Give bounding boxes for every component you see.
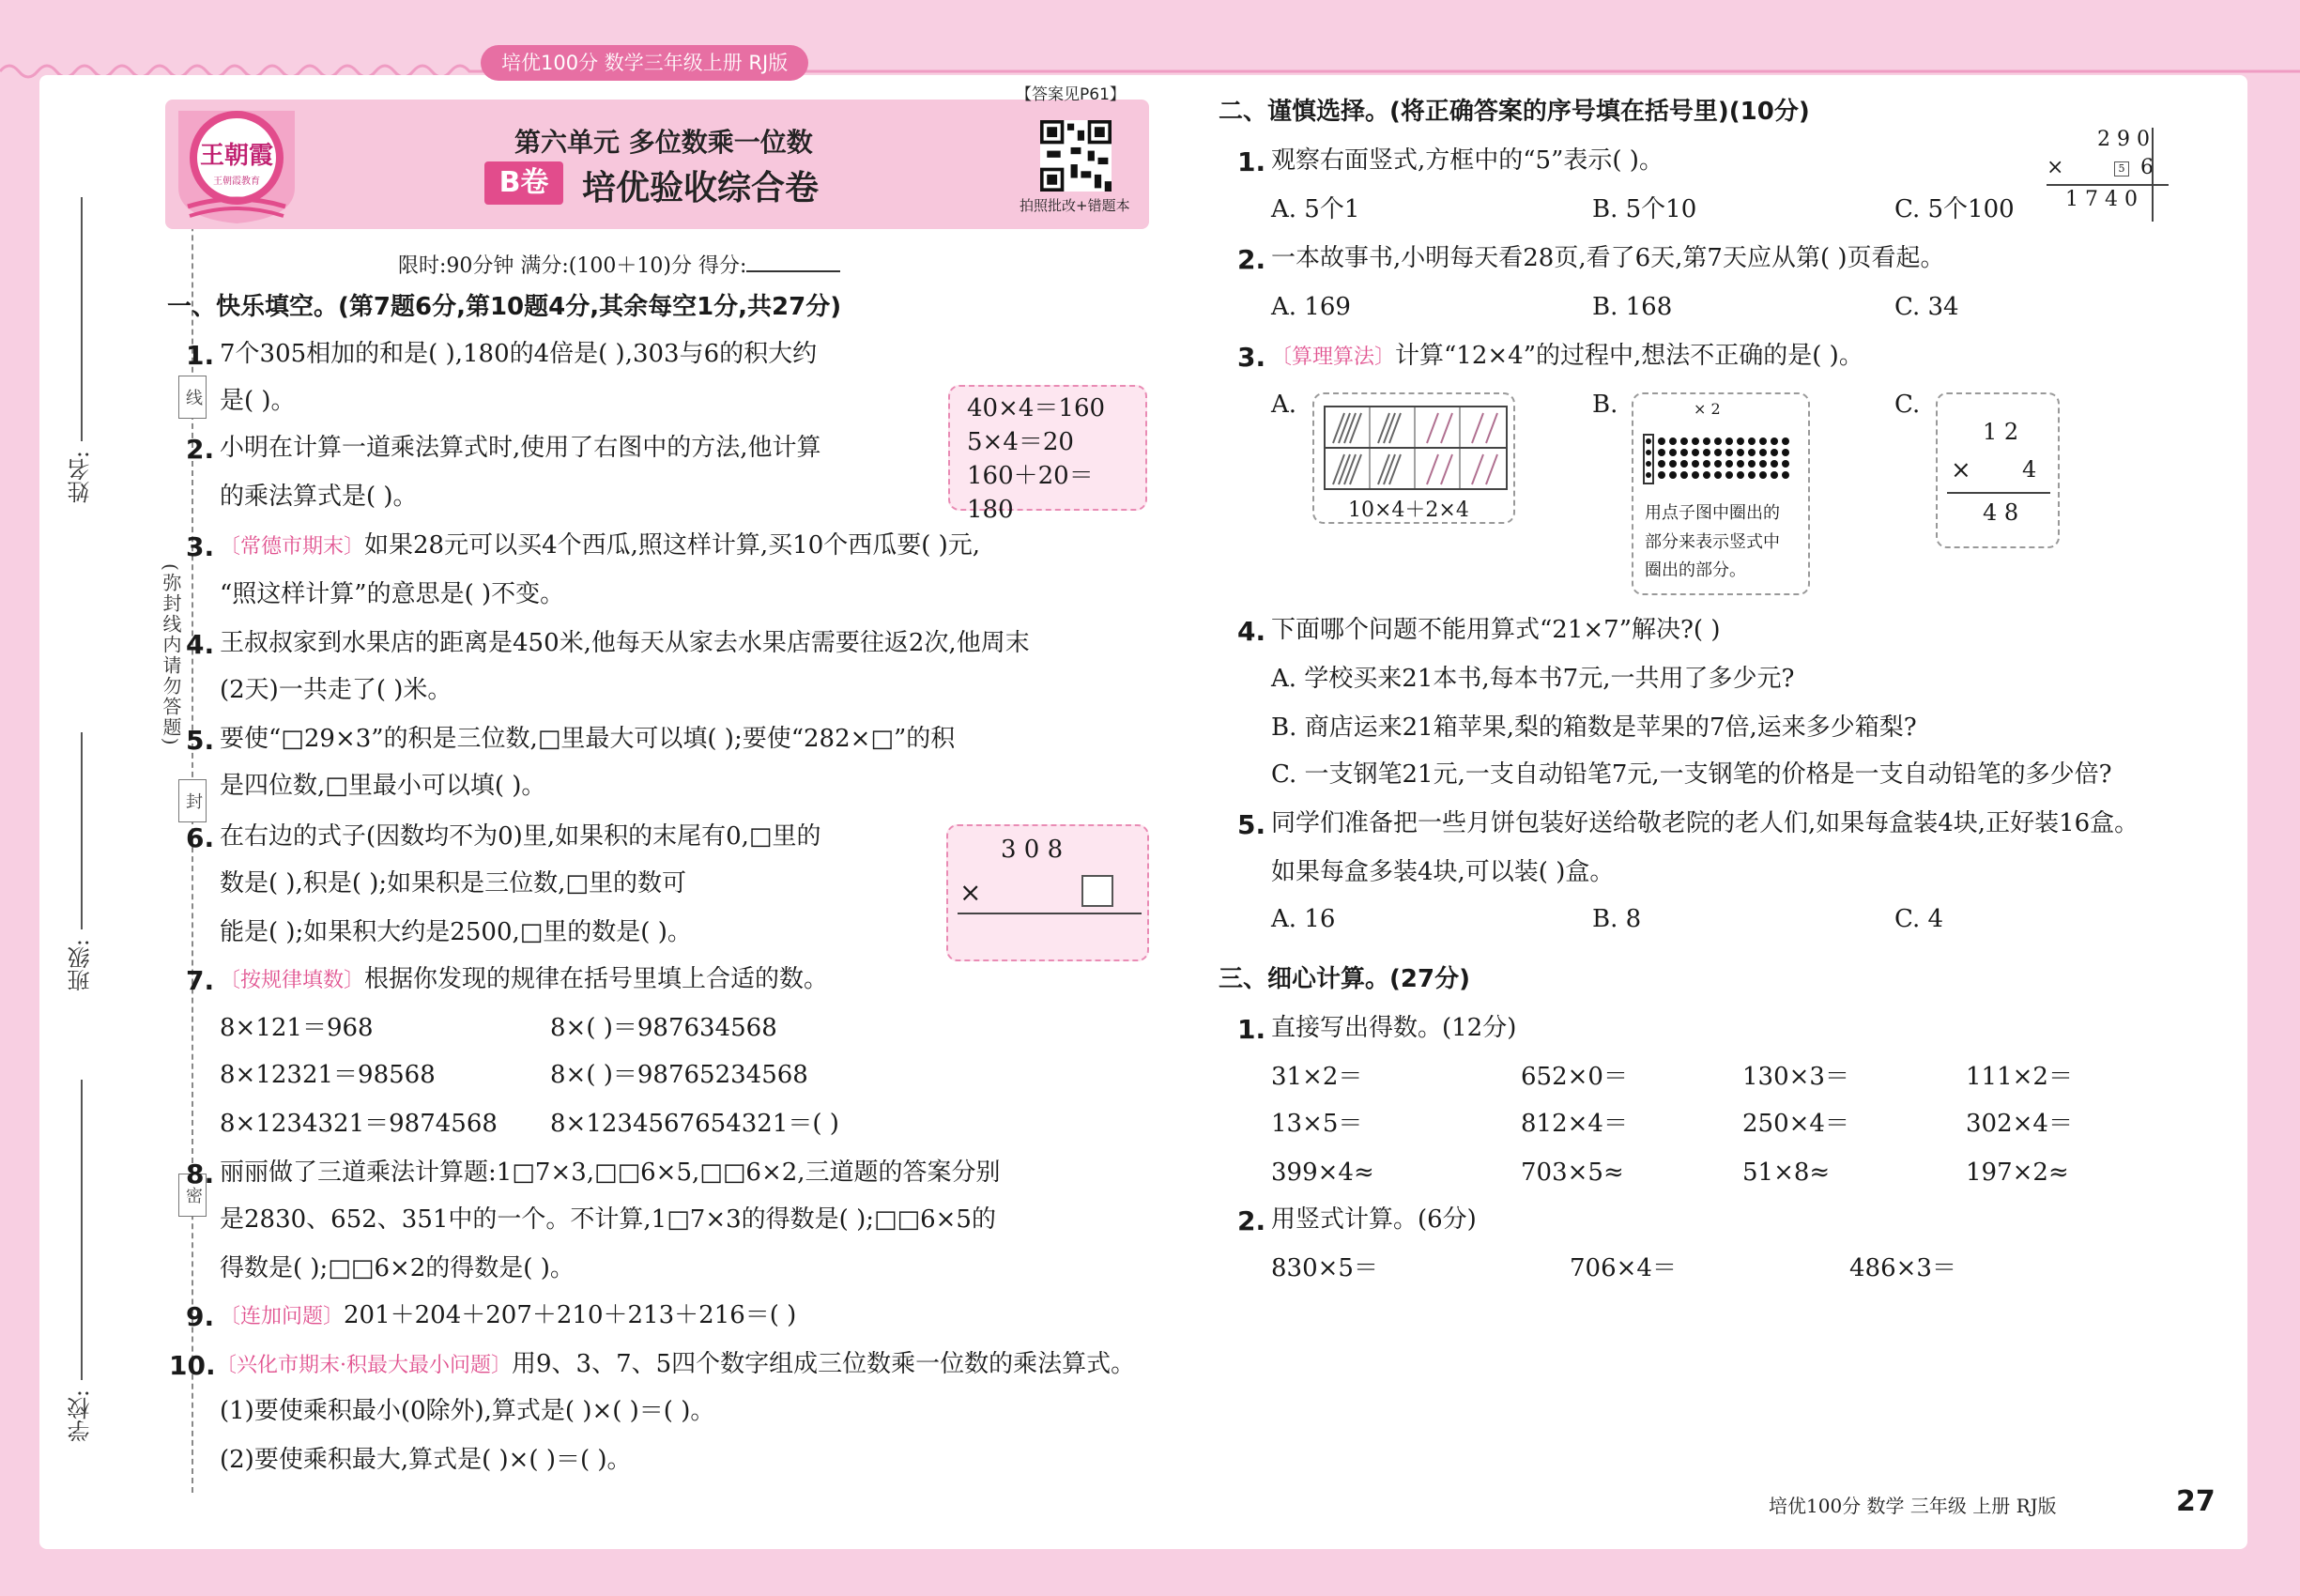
calc-r2-c2: 812×4＝ (1521, 1110, 1628, 1138)
s2-q3-number: 3. (1237, 342, 1266, 373)
s2-q1-option-a: A. 5个1 (1271, 195, 1360, 223)
calc-r3-c1: 399×4≈ (1271, 1159, 1374, 1187)
s2-q2-option-c: C. 34 (1894, 293, 1959, 321)
s2-q4-text: 下面哪个问题不能用算式“21×7”解决?( ) (1271, 616, 1721, 644)
name-line (81, 197, 83, 441)
s3-q1-text: 直接写出得数。(12分) (1271, 1014, 1517, 1042)
vert-calc-3: 486×3＝ (1849, 1254, 1956, 1282)
seal-xian: 线 (178, 376, 207, 419)
q6-number: 6. (186, 822, 215, 853)
q3-source-tag: 〔常德市期末〕 (220, 535, 365, 559)
figure-c-vertical (1936, 392, 2060, 548)
footer-series: 培优100分 数学 三年级 上册 RJ版 (1769, 1495, 2057, 1517)
s2-q5-option-b: B. 8 (1592, 905, 1642, 933)
q2-number: 2. (186, 434, 215, 465)
brand-logo (169, 101, 304, 227)
s1-q7-line (220, 965, 828, 994)
calc-r1-c4: 111×2＝ (1966, 1063, 2073, 1091)
s2-q2-number: 2. (1237, 244, 1266, 275)
s2-q3-line (1271, 342, 1863, 371)
s2-q1-option-b: B. 5个10 (1592, 195, 1697, 223)
s1-q3-line2: “照这样计算”的意思是( )不变。 (220, 580, 565, 608)
figure-c-line (1947, 492, 2050, 494)
qr-caption: 拍照批改+错题本 (1020, 197, 1130, 214)
vert-box: 5 (2114, 161, 2129, 176)
q4-number: 4. (186, 629, 215, 660)
s1-q5-line1: 要使“□29×3”的积是三位数,□里最大可以填( );要使“282×□”的积 (220, 725, 956, 753)
s1-q5-line2: 是四位数,□里最小可以填( )。 (220, 772, 546, 800)
qr-code-icon[interactable] (1040, 120, 1112, 192)
s2-q2-option-b: B. 168 (1592, 293, 1673, 321)
score-blank[interactable] (746, 253, 840, 272)
s1-q10-line (216, 1350, 1135, 1379)
figure-b-caption-2: 部分来表示竖式中 (1645, 531, 1780, 552)
s1-q8-line1: 丽丽做了三道乘法计算题:1□7×3,□□6×5,□□6×2,三道题的答案分别 (220, 1159, 1001, 1187)
vert-r1: 2 9 0 (2097, 128, 2150, 151)
calc-r1-c3: 130×3＝ (1742, 1063, 1849, 1091)
school-line (81, 1080, 83, 1380)
figure-c-r1: 1 2 (1983, 419, 2019, 445)
calc-r3-c4: 197×2≈ (1966, 1159, 2069, 1187)
s1-q8-line2: 是2830、652、351中的一个。不计算,1□7×3的得数是( );□□6×5的 (220, 1205, 996, 1234)
exam-meta-text: 限时:90分钟 满分:(100＋10)分 得分: (398, 254, 747, 278)
q9-tag: 〔连加问题〕 (220, 1305, 345, 1328)
figure-b-top: × 2 (1694, 400, 1721, 418)
s2-q5-line2: 如果每盒多装4块,可以装( )盒。 (1271, 858, 1615, 886)
series-topbar: 培优100分 数学三年级上册 RJ版 (481, 45, 808, 81)
multiplicand: 3 0 8 (1001, 836, 1064, 864)
s2-q3-option-c: C. (1894, 391, 1921, 419)
vert-r2: 6 (2140, 156, 2154, 179)
calc-r2-c1: 13×5＝ (1271, 1110, 1363, 1138)
result-line (958, 913, 1142, 914)
vert-x: × (2047, 156, 2064, 179)
q7-row2-b: 8×( )＝98765234568 (550, 1061, 808, 1089)
s2-q4-option-a: A. 学校买来21本书,每本书7元,一共用了多少元? (1271, 665, 1795, 693)
q7-row1-a: 8×121＝968 (220, 1014, 374, 1042)
pencil-bundles-icon (1324, 406, 1508, 490)
q9-text: 201＋204＋207＋210＋213＋216＝( ) (344, 1301, 797, 1329)
calc-r1-c2: 652×0＝ (1521, 1063, 1628, 1091)
seal-note: (弥封线内请勿答题) (160, 563, 182, 747)
s1-q9-line (220, 1301, 796, 1330)
exam-meta (398, 250, 840, 279)
seal-mi: 密 (178, 1174, 207, 1217)
q10-tag: 〔兴化市期末·积最大最小问题〕 (216, 1354, 512, 1377)
blank-digit-box[interactable] (1081, 875, 1113, 907)
s1-q4-line1: 王叔叔家到水果店的距离是450米,他每天从家去水果店需要往返2次,他周末 (220, 629, 1030, 657)
q10-text: 用9、3、7、5四个数字组成三位数乘一位数的乘法算式。 (512, 1350, 1136, 1378)
vert-calc-2: 706×4＝ (1570, 1254, 1677, 1282)
s2-q3-option-b: B. (1592, 391, 1618, 419)
s2-q4-option-b: B. 商店运来21箱苹果,梨的箱数是苹果的7倍,运来多少箱梨? (1271, 714, 1917, 742)
calc-r3-c3: 51×8≈ (1742, 1159, 1831, 1187)
figure-b-dots (1632, 392, 1810, 595)
figure-a-pencils (1312, 392, 1515, 524)
s2-q1-option-c: C. 5个100 (1894, 195, 2015, 223)
q1-number: 1. (186, 340, 215, 371)
q5-number: 5. (186, 725, 215, 756)
seal-feng: 封 (178, 779, 207, 822)
s1-q4-line2: (2天)一共走了( )米。 (220, 676, 452, 704)
s2-q5-option-c: C. 4 (1894, 905, 1944, 933)
s3-q1-number: 1. (1237, 1014, 1266, 1045)
logo-brand-text: 王朝霞 (199, 142, 274, 170)
figure-b-caption-1: 用点子图中圈出的 (1645, 503, 1780, 523)
s2-q3-option-a: A. (1271, 391, 1297, 419)
q7-row1-b: 8×( )＝987634568 (550, 1014, 777, 1042)
school-label: 学校: (68, 1389, 94, 1443)
q3-text: 如果28元可以买4个西瓜,照这样计算,买10个西瓜要( )元, (364, 531, 981, 560)
s1-q10-a: (1)要使乘积最小(0除外),算式是( )×( )＝( )。 (220, 1397, 715, 1425)
calc-r2-c3: 250×4＝ (1742, 1110, 1849, 1138)
s1-q10-b: (2)要使乘积最大,算式是( )×( )＝( )。 (220, 1446, 632, 1474)
s1-q2-line1: 小明在计算一道乘法算式时,使用了右图中的方法,他计算 (220, 434, 821, 462)
class-line (81, 732, 83, 929)
answer-reference: 【答案见P61】 (1016, 85, 1126, 104)
s1-q3-line1 (220, 531, 980, 560)
vertical-calc-figure (2047, 128, 2216, 222)
figure-c-r2: 4 (2022, 456, 2037, 483)
s2-q5-number: 5. (1237, 809, 1266, 840)
figure-c-r3: 4 8 (1983, 499, 2019, 526)
calc-r1-c1: 31×2＝ (1271, 1063, 1363, 1091)
q10-number: 10. (169, 1350, 216, 1381)
name-label: 姓名: (68, 451, 94, 504)
s2-q4-number: 4. (1237, 616, 1266, 647)
vertical-multiplication-box (946, 824, 1149, 961)
s2-q2-option-a: A. 169 (1271, 293, 1351, 321)
s2-q5-line1: 同学们准备把一些月饼包装好送给敬老院的老人们,如果每盒装4块,正好装16盒。 (1271, 809, 2139, 837)
s2-q3-text: 计算“12×4”的过程中,想法不正确的是( )。 (1395, 342, 1863, 370)
method-line-1: 40×4＝160 (967, 394, 1106, 422)
page-number: 27 (2176, 1485, 2216, 1518)
q7-number: 7. (186, 965, 215, 996)
s1-q1-line1: 7个305相加的和是( ),180的4倍是( ),303与6的积大约 (220, 340, 818, 368)
s1-q8-line3: 得数是( );□□6×2的得数是( )。 (220, 1254, 575, 1282)
s2-q1-text: 观察右面竖式,方框中的“5”表示( )。 (1271, 146, 1664, 175)
figure-b-caption (1645, 499, 1780, 586)
section2-title: 二、谨慎选择。(将正确答案的序号填在括号里)(10分) (1219, 98, 1810, 126)
unit-title: 第六单元 多位数乘一位数 (514, 127, 813, 158)
s2-q2-text: 一本故事书,小明每天看28页,看了6天,第7天应从第( )页看起。 (1271, 244, 1945, 272)
q7-row3-b: 8×1234567654321＝( ) (550, 1110, 839, 1138)
q7-row3-a: 8×1234321＝9874568 (220, 1110, 498, 1138)
vert-calc-1: 830×5＝ (1271, 1254, 1378, 1282)
s1-q6-line1: 在右边的式子(因数均不为0)里,如果积的末尾有0,□里的 (220, 822, 821, 851)
s1-q6-line3: 能是( );如果积大约是2500,□里的数是( )。 (220, 918, 692, 946)
vert-divider (2152, 128, 2154, 222)
method-line-3: 160＋20＝180 (967, 461, 1094, 524)
figure-c-x: × (1951, 456, 1971, 484)
s1-q6-line2: 数是( ),积是( );如果积是三位数,□里的数可 (220, 869, 686, 898)
calc-r3-c2: 703×5≈ (1521, 1159, 1624, 1187)
times-sign: × (959, 877, 982, 908)
vert-line (2047, 184, 2169, 186)
q3-number: 3. (186, 531, 215, 562)
s3-q2-number: 2. (1237, 1205, 1266, 1236)
vert-r3: 1 7 4 0 (2065, 188, 2138, 211)
method-line-2: 5×4＝20 (967, 427, 1074, 456)
s2-q3-tag: 〔算理算法〕 (1271, 345, 1396, 369)
method-box (948, 385, 1147, 524)
figure-a-caption: 10×4＋2×4 (1348, 499, 1469, 522)
dot-array-icon (1643, 434, 1804, 484)
s3-q2-text: 用竖式计算。(6分) (1271, 1205, 1477, 1234)
logo-sub-text: 王朝霞教育 (213, 176, 260, 187)
section1-title: 一、快乐填空。(第7题6分,第10题4分,其余每空1分,共27分) (167, 293, 842, 321)
s2-q4-option-c: C. 一支钢笔21元,一支自动铅笔7元,一支钢笔的价格是一支自动铅笔的多少倍? (1271, 760, 2112, 789)
s2-q1-number: 1. (1237, 146, 1266, 177)
s1-q2-line2: 的乘法算式是( )。 (220, 483, 418, 511)
paper-title: 培优验收综合卷 (582, 169, 820, 207)
s1-q1-line2: 是( )。 (220, 387, 296, 415)
calc-r2-c4: 302×4＝ (1966, 1110, 2073, 1138)
q7-tag: 〔按规律填数〕 (220, 969, 365, 992)
paper-b-tag: B卷 (484, 161, 563, 205)
q7-text: 根据你发现的规律在括号里填上合适的数。 (364, 965, 829, 993)
q8-number: 8. (186, 1159, 215, 1189)
q9-number: 9. (186, 1301, 215, 1332)
s2-q5-option-a: A. 16 (1271, 905, 1336, 933)
class-label: 班级: (68, 939, 94, 992)
section3-title: 三、细心计算。(27分) (1219, 965, 1470, 993)
q7-row2-a: 8×12321＝98568 (220, 1061, 436, 1089)
figure-b-caption-3: 圈出的部分。 (1645, 560, 1746, 581)
